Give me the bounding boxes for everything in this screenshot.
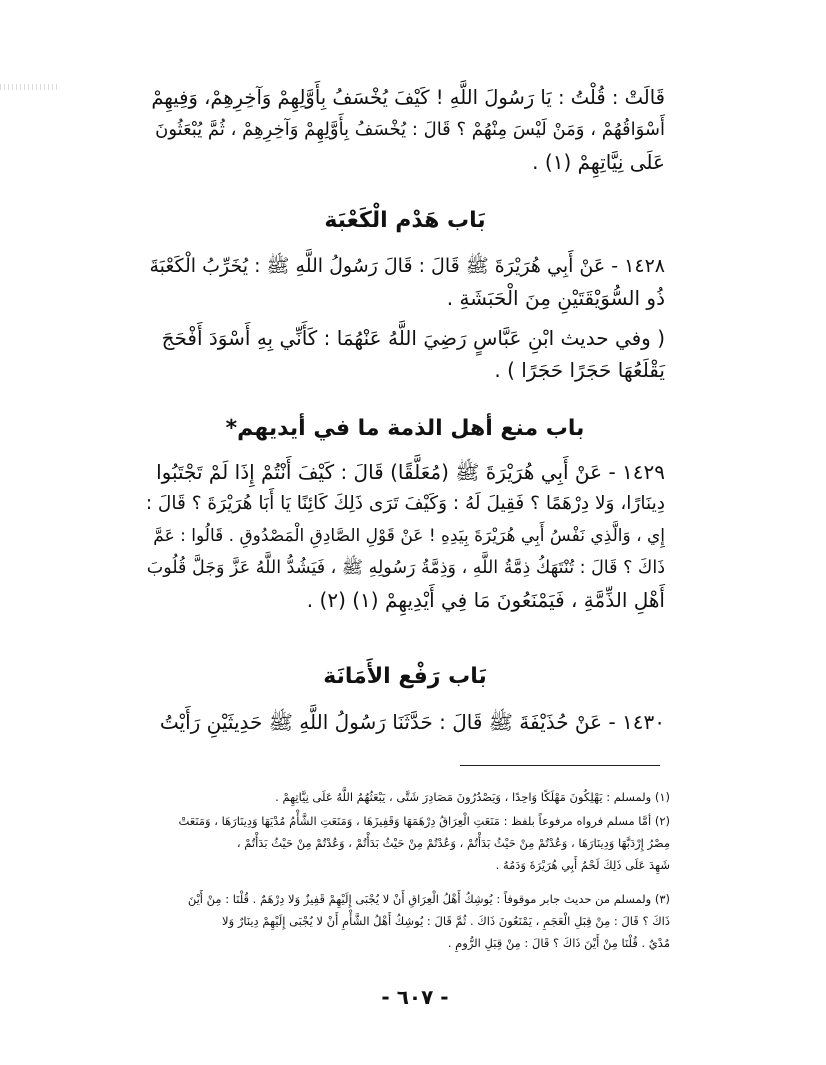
scan-specks	[0, 84, 60, 90]
footnote-line: ذَاكَ ؟ قَالَ : مِنْ قِبَلِ الْعَجَمِ ، يَمْنَعُونَ ذَاكَ . ثُمَّ قَالَ : يُوشِكُ أَهْلُ الشَّأْمِ أَنْ لا يُجْبَى إِلَيْهِمْ دِينَارٌ وَلا	[222, 914, 670, 928]
text-line: أَسْوَاقُهُمْ ، وَمَنْ لَيْسَ مِنْهُمْ ؟ قَالَ : يُخْسَفُ بِأَوَّلِهِمْ وَآخِرِهِمْ ، ثُمَّ يُبْعَثُونَ	[155, 119, 665, 140]
hadith-1429	[145, 456, 665, 616]
text-line: ذَاكَ ؟ قَالَ : تُنْتَهَكُ ذِمَّةُ اللَّهِ ، وَذِمَّةُ رَسُولِهِ ﷺ ، فَيَشُدُّ اللَّهُ عَزَّ وَجَلَّ قُلُوبَ	[146, 558, 665, 578]
text-line: ذُو السُّوَيْقَتَيْنِ مِنَ الْحَبَشَةِ .	[446, 286, 665, 310]
text-line: عَلَى نِيَّاتِهِمْ (١) .	[532, 150, 665, 174]
page-number: - ٦٠٧ -	[381, 985, 449, 1009]
hadith-1428	[145, 250, 665, 314]
chapter-heading-amana: بَاب رَفْع الأَمَانَة	[323, 664, 487, 689]
text-line: ١٤٢٨ - عَنْ أَبِي هُرَيْرَةَ ﷺ قَالَ : قَالَ رَسُولُ اللَّهِ ﷺ : يُخَرِّبُ الْكَعْبَةَ	[149, 255, 665, 277]
footnote-3	[110, 888, 670, 954]
hadith-1430	[145, 706, 665, 738]
footnote-line: شَهِدَ عَلَى ذَلِكَ لَحْمُ أَبِي هُرَيْرَةَ وَدَمُهُ .	[495, 858, 670, 872]
chapter-heading-kaaba: بَاب هَدْم الْكَعْبَة	[324, 208, 486, 233]
footnote-line: مِصْرُ إِرْدَبَّهَا وَدِينَارَهَا ، وَعُدْتُمْ مِنْ حَيْثُ بَدَأْتُمْ ، وَعُدْتُمْ مِنْ حَيْثُ بَدَأْتُمْ ، وَعُدْتُمْ مِنْ حَيْثُ بَدَأْتُمْ ،	[236, 836, 670, 850]
text-line: أَهْلِ الذِّمَّةِ ، فَيَمْنَعُونَ مَا فِي أَيْدِيهِمْ (١) (٢) .	[306, 588, 665, 612]
text-line: ١٤٢٩ - عَنْ أَبِي هُرَيْرَةَ ﷺ (مُعَلَّقًا) قَالَ : كَيْفَ أَنْتُمْ إِذَا لَمْ تَجْتَبُوا	[156, 460, 665, 484]
footnote-line: (١) ولمسلم : يَهْلِكُونَ مَهْلَكًا وَاحِدًا ، وَيَصْدُرُونَ مَصَادِرَ شَتَّى ، يَبْعَثُهُمُ اللَّهُ عَلَى نِيَّاتِهِمْ .	[275, 790, 670, 804]
footnote-1	[110, 786, 670, 808]
text-line: قَالَتْ : قُلْتُ : يَا رَسُولَ اللَّهِ ! كَيْفَ يُخْسَفُ بِأَوَّلِهِمْ وَآخِرِهِمْ، وَفِيهِمْ	[151, 86, 665, 109]
footnote-line: مُدْيٌ . قُلْنَا مِنْ أَيْنَ ذَاكَ ؟ قَالَ : مِنْ قِبَلِ الرُّومِ .	[447, 936, 670, 950]
text-line: ( وفي حديث ابْنِ عَبَّاسٍ رَضِيَ اللَّهُ عَنْهُمَا : كَأَنِّي بِهِ أَسْوَدَ أَفْحَجَ	[161, 326, 665, 350]
hadith-1428-note	[145, 322, 665, 386]
text-line: يَقْلَعُهَا حَجَرًا حَجَرًا ) .	[494, 358, 665, 382]
text-line: ١٤٣٠ - عَنْ حُذَيْفَةَ ﷺ قَالَ : حَدَّثَنَا رَسُولُ اللَّهِ ﷺ حَدِيثَيْنِ رَأَيْتُ	[159, 710, 665, 734]
footnote-line: (٣) ولمسلم من حديث جابر موقوفاً : يُوشِكُ أَهْلُ الْعِرَاقِ أَنْ لا يُجْبَى إِلَيْهِمْ قَفِيزٌ وَلا دِرْهَمٌ . قُلْنَا : مِنْ أَيْنَ	[187, 892, 670, 906]
text-line: دِينَارًا، وَلا دِرْهَمًا ؟ فَقِيلَ لَهُ : وَكَيْفَ تَرَى ذَلِكَ كَائِنًا يَا أَبَا هُرَيْرَةَ ؟ قَالَ :	[145, 493, 665, 514]
chapter-heading-dhimma: باب منع أهل الذمة ما في أيديهم*	[225, 416, 585, 441]
footnote-separator	[460, 765, 660, 766]
text-line: إِي ، وَالَّذِي نَفْسُ أَبِي هُرَيْرَةَ بِيَدِهِ ! عَنْ قَوْلِ الصَّادِقِ الْمَصْدُوقِ . قَالُوا : عَمَّ	[153, 526, 665, 546]
footnote-2	[110, 810, 670, 876]
paragraph-continuation	[145, 82, 665, 178]
footnote-line: (٢) أمَّا مسلم فرواه مرفوعاً بلفظ : مَنَعَتِ الْعِرَاقُ دِرْهَمَهَا وَقَفِيزَهَا ، وَمَنَعَتِ الشَّأْمُ مُدْيَهَا وَدِينَارَهَا ، وَمَنَعَتْ	[178, 814, 670, 828]
